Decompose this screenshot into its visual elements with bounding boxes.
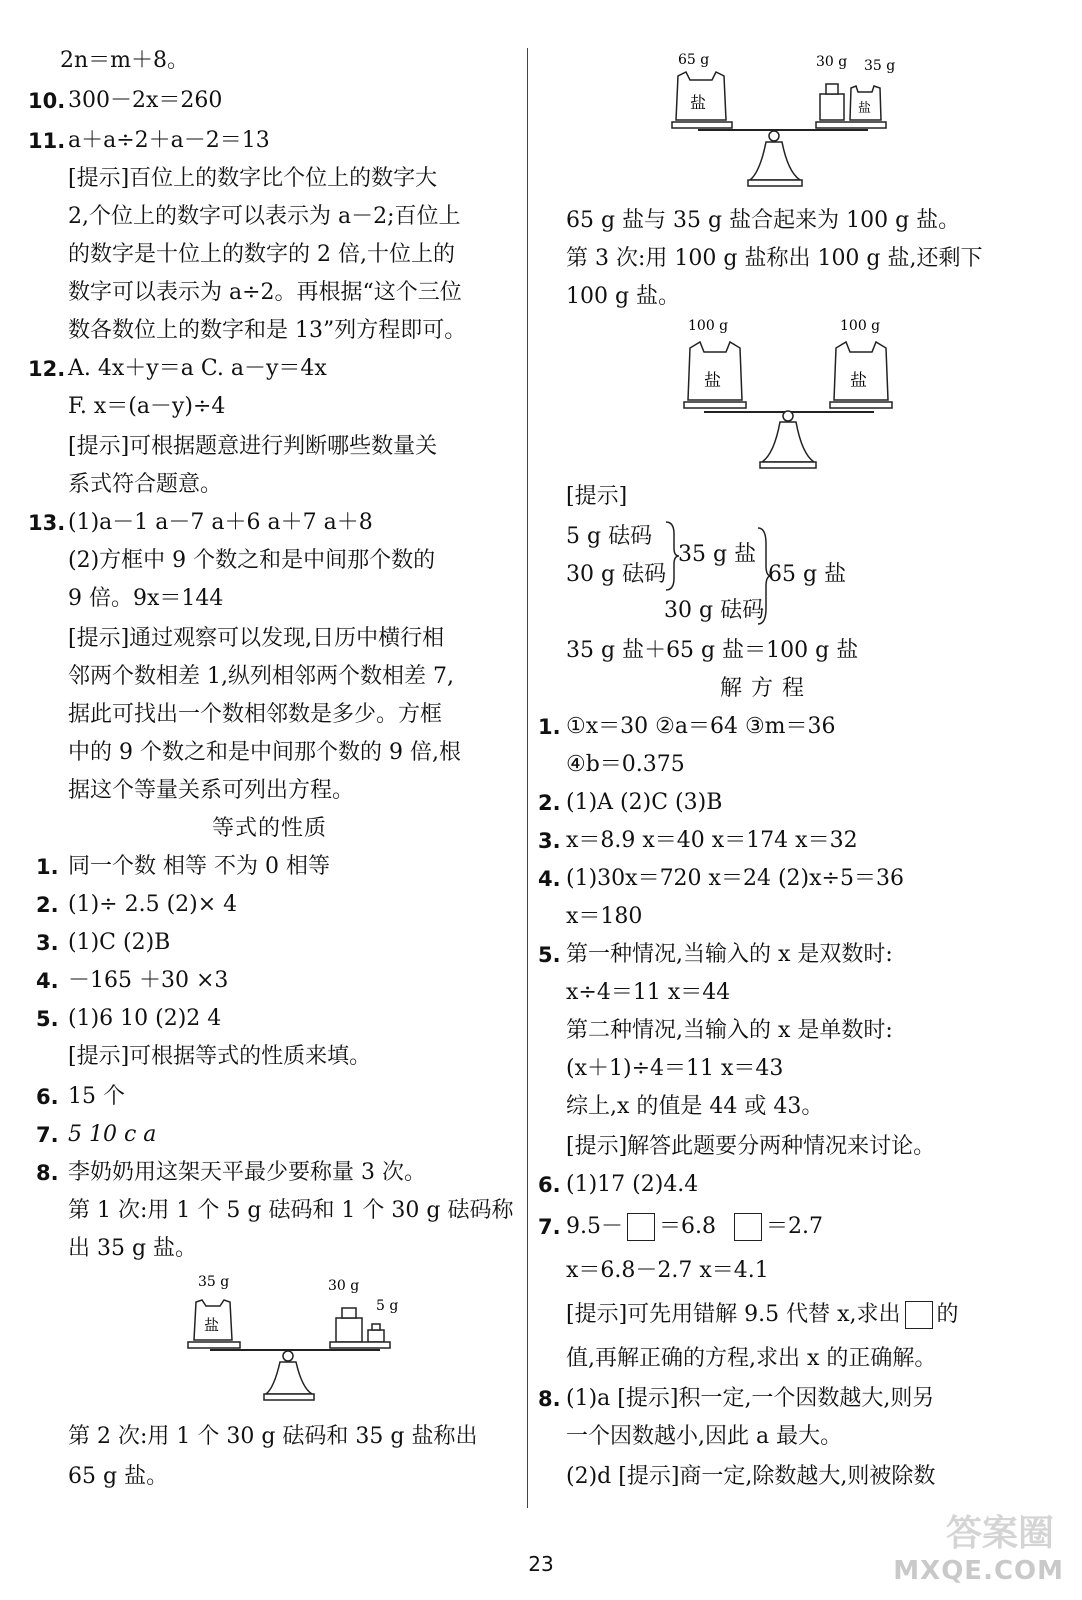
watermark: MXQE.COM xyxy=(893,1556,1064,1586)
brace-icon xyxy=(664,520,680,592)
text-line: 同一个数 相等 不为 0 相等 xyxy=(68,854,330,879)
text-line: (2)方框中 9 个数之和是中间那个数的 xyxy=(68,548,436,573)
hint-line: [提示]可根据等式的性质来填。 xyxy=(68,1044,372,1069)
text-line: 邻两个数相差 1,纵列相邻两个数相差 7, xyxy=(68,664,454,689)
text-line: x＝180 xyxy=(566,904,643,929)
text-line: a＋a÷2＋a－2＝13 xyxy=(68,128,270,153)
item-number: 6. xyxy=(538,1173,561,1197)
text-line: 2n＝m＋8。 xyxy=(60,48,190,73)
text-line: 35 g 盐＋65 g 盐＝100 g 盐 xyxy=(566,638,859,663)
salt-label: 盐 xyxy=(690,93,707,112)
item-number: 13. xyxy=(28,511,66,535)
text-line: (1)17 (2)4.4 xyxy=(566,1172,699,1197)
text-line: (1)÷ 2.5 (2)× 4 xyxy=(68,892,238,917)
item-number: 7. xyxy=(538,1215,561,1239)
text-line: ①x＝30 ②a＝64 ③m＝36 xyxy=(566,714,836,739)
item-number: 7. xyxy=(36,1123,59,1147)
salt-label: 盐 xyxy=(204,1316,220,1334)
text-line: (1)6 10 (2)2 4 xyxy=(68,1006,222,1031)
hint-line: [提示]解答此题要分两种情况来讨论。 xyxy=(566,1134,936,1159)
hint-line: [提示]通过观察可以发现,日历中横行相 xyxy=(68,626,445,651)
text-line: 据此可找出一个数相邻数是多少。方框 xyxy=(68,702,443,727)
equation-part: ＝6.8 xyxy=(659,1214,716,1239)
text-line: F. x＝(a－y)÷4 xyxy=(68,394,226,419)
section-heading: 等式的性质 xyxy=(212,816,328,841)
text-line: 第二种情况,当输入的 x 是单数时: xyxy=(566,1018,893,1043)
text-line: 第 3 次:用 100 g 盐称出 100 g 盐,还剩下 xyxy=(566,246,983,271)
text-line: 系式符合题意。 xyxy=(68,472,223,497)
hint-part: [提示]可先用错解 9.5 代替 x,求出 xyxy=(566,1302,901,1327)
item-number: 11. xyxy=(28,129,66,153)
equation-part: ＝2.7 xyxy=(766,1214,823,1239)
brace-item: 65 g 盐 xyxy=(768,562,847,587)
text-line: 100 g 盐。 xyxy=(566,284,681,309)
brace-item: 30 g 砝码 xyxy=(664,598,765,623)
text-line: 65 g 盐与 35 g 盐合起来为 100 g 盐。 xyxy=(566,208,961,233)
hint-line: [提示] xyxy=(566,484,628,509)
equation-part: 9.5－ xyxy=(566,1214,623,1239)
text-line: (1)A (2)C (3)B xyxy=(566,790,723,815)
weight-label: 30 g xyxy=(328,1278,360,1294)
text-line: 第 2 次:用 1 个 30 g 砝码和 35 g 盐称出 xyxy=(68,1424,478,1449)
balance-figure-3 xyxy=(678,312,908,478)
brace-item: 30 g 砝码 xyxy=(566,562,667,587)
text-line: 5 10 c a xyxy=(68,1122,157,1147)
hint-line: [提示]百位上的数字比个位上的数字大 xyxy=(68,166,438,191)
text-line: －165 ＋30 ×3 xyxy=(68,968,229,993)
item-number: 8. xyxy=(36,1161,59,1185)
salt-label: 盐 xyxy=(704,371,721,391)
text-line: (x＋1)÷4＝11 x＝43 xyxy=(566,1056,784,1081)
watermark-top: 答案圈 xyxy=(945,1513,1054,1554)
blank-box xyxy=(905,1301,933,1329)
weight-label: 35 g xyxy=(198,1274,230,1290)
hint-part: 的 xyxy=(936,1302,959,1327)
text-line: x＝6.8－2.7 x＝4.1 xyxy=(566,1258,769,1283)
text-line: 15 个 xyxy=(68,1084,125,1109)
blank-box xyxy=(627,1213,655,1241)
hint-line xyxy=(566,1300,959,1330)
hint-line: [提示]可根据题意进行判断哪些数量关 xyxy=(68,434,438,459)
text-line: 数各数位上的数字和是 13”列方程即可。 xyxy=(68,318,467,343)
item-number: 2. xyxy=(538,791,561,815)
brace-item: 5 g 砝码 xyxy=(566,524,653,549)
weight-label: 5 g xyxy=(376,1298,399,1314)
item-number: 5. xyxy=(538,943,561,967)
item-number: 6. xyxy=(36,1085,59,1109)
text-line: (1)a－1 a－7 a＋6 a＋7 a＋8 xyxy=(68,510,373,535)
item-number: 4. xyxy=(36,969,59,993)
brace-item: 35 g 盐 xyxy=(678,542,757,567)
text-line: (1)C (2)B xyxy=(68,930,171,955)
text-line: 的数字是十位上的数字的 2 倍,十位上的 xyxy=(68,242,455,267)
column-divider xyxy=(527,48,528,1508)
brace-icon xyxy=(756,526,772,626)
text-line: 值,再解正确的方程,求出 x 的正确解。 xyxy=(566,1346,937,1371)
item-number: 1. xyxy=(36,855,59,879)
item-number: 8. xyxy=(538,1387,561,1411)
text-line: 300－2x＝260 xyxy=(68,88,223,113)
text-line: x＝8.9 x＝40 x＝174 x＝32 xyxy=(566,828,858,853)
text-line: 出 35 g 盐。 xyxy=(68,1236,198,1261)
balance-figure-1 xyxy=(180,1270,420,1410)
text-line: 中的 9 个数之和是中间那个数的 9 倍,根 xyxy=(68,740,461,765)
blank-box xyxy=(734,1213,762,1241)
text-line: 第一种情况,当输入的 x 是双数时: xyxy=(566,942,893,967)
text-line: (1)a [提示]积一定,一个因数越大,则另 xyxy=(566,1386,935,1411)
text-line xyxy=(566,1212,823,1242)
page-number: 23 xyxy=(528,1552,554,1576)
weight-label: 30 g xyxy=(816,54,848,70)
text-line: (1)30x＝720 x＝24 (2)x÷5＝36 xyxy=(566,866,904,891)
salt-label: 盐 xyxy=(858,101,872,116)
text-line: 9 倍。9x＝144 xyxy=(68,586,224,611)
text-line: 第 1 次:用 1 个 5 g 砝码和 1 个 30 g 砝码称 xyxy=(68,1198,514,1223)
text-line: 一个因数越小,因此 a 最大。 xyxy=(566,1424,843,1449)
item-number: 1. xyxy=(538,715,561,739)
text-line: x÷4＝11 x＝44 xyxy=(566,980,731,1005)
item-number: 3. xyxy=(36,931,59,955)
item-number: 4. xyxy=(538,867,561,891)
text-line: A. 4x＋y＝a C. a－y＝4x xyxy=(68,356,327,381)
weight-label: 65 g xyxy=(678,52,710,68)
item-number: 10. xyxy=(28,89,66,113)
item-number: 3. xyxy=(538,829,561,853)
text-line: 李奶奶用这架天平最少要称量 3 次。 xyxy=(68,1160,426,1185)
text-line: 数字可以表示为 a÷2。再根据“这个三位 xyxy=(68,280,462,305)
item-number: 5. xyxy=(36,1007,59,1031)
text-line: 2,个位上的数字可以表示为 a－2;百位上 xyxy=(68,204,461,229)
weight-label: 100 g xyxy=(840,318,881,334)
weight-label: 35 g xyxy=(864,58,896,74)
item-number: 2. xyxy=(36,893,59,917)
text-line: (2)d [提示]商一定,除数越大,则被除数 xyxy=(566,1464,936,1489)
item-number: 12. xyxy=(28,357,66,381)
weight-label: 100 g xyxy=(688,318,729,334)
section-heading: 解 方 程 xyxy=(720,676,805,701)
text-line: 65 g 盐。 xyxy=(68,1464,169,1489)
text-line: ④b＝0.375 xyxy=(566,752,685,777)
balance-figure-2 xyxy=(668,46,908,196)
text-line: 据这个等量关系可列出方程。 xyxy=(68,778,355,803)
text-line: 综上,x 的值是 44 或 43。 xyxy=(566,1094,824,1119)
salt-label: 盐 xyxy=(850,371,867,391)
